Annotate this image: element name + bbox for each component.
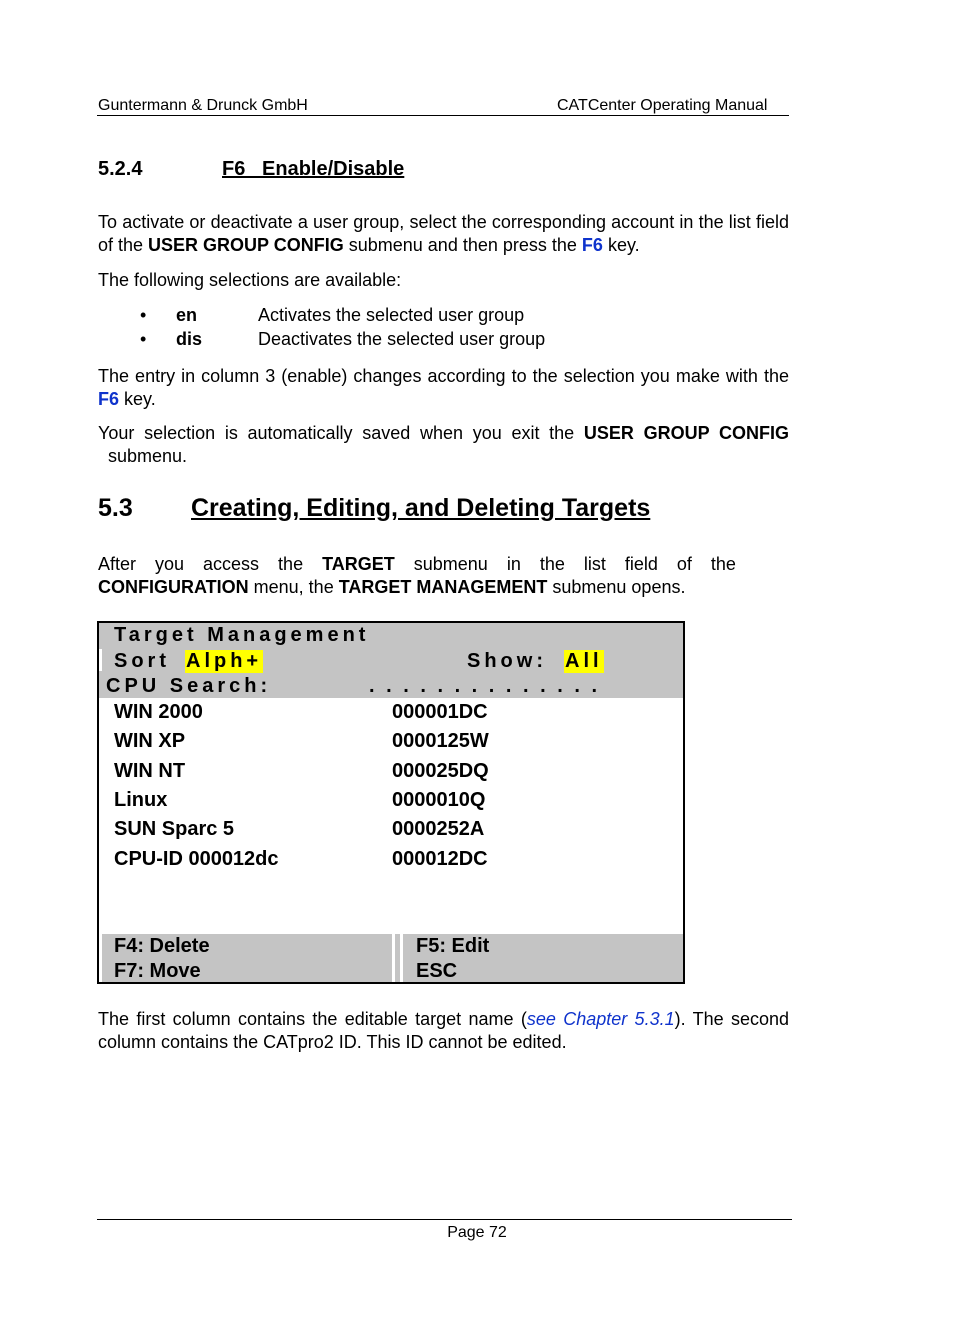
footer-rule bbox=[97, 1219, 792, 1220]
screen-title: Target Management bbox=[114, 624, 370, 646]
paragraph-autosave bbox=[98, 422, 789, 468]
header-manual-title: CATCenter Operating Manual bbox=[557, 97, 768, 114]
header-rule bbox=[97, 115, 789, 116]
show-label: Show: bbox=[467, 650, 547, 672]
text: Your selection is automatically saved when you exit the bbox=[98, 423, 584, 443]
bullet-icon: • bbox=[140, 305, 147, 325]
menu-name: USER GROUP CONFIG bbox=[148, 235, 344, 255]
text: ). The second column contains the CATpro2 ID. This ID cannot be edited. bbox=[98, 1009, 789, 1052]
show-value[interactable]: All bbox=[565, 650, 603, 672]
target-name[interactable]: Linux bbox=[114, 789, 168, 811]
target-id: 000012DC bbox=[392, 848, 488, 870]
target-name[interactable]: CPU-ID 000012dc bbox=[114, 848, 279, 870]
text: To activate or deactivate a user group, select the corresponding account in the list field of the bbox=[98, 212, 789, 255]
bullet-icon: • bbox=[140, 329, 147, 349]
key-name: F6 bbox=[581, 235, 603, 255]
text: submenu and then press the bbox=[343, 235, 582, 255]
menu-name: USER GROUP CONFIG bbox=[583, 423, 789, 443]
target-name[interactable]: SUN Sparc 5 bbox=[114, 818, 235, 840]
paragraph-target-intro-line2 bbox=[98, 576, 789, 599]
header-company: Guntermann & Drunck GmbH bbox=[98, 97, 308, 114]
sort-label: Sort bbox=[114, 650, 170, 672]
menu-name: TARGET MANAGEMENT bbox=[338, 577, 548, 597]
text: menu, the bbox=[248, 577, 339, 597]
text: submenu opens. bbox=[547, 577, 686, 597]
paragraph-activate bbox=[98, 211, 789, 257]
edit-key-hint[interactable]: F5: Edit bbox=[416, 935, 490, 957]
target-id: 0000010Q bbox=[392, 789, 486, 811]
section-title: F6 Enable/Disable bbox=[222, 158, 405, 180]
paragraph-selections: The following selections are available: bbox=[98, 270, 402, 290]
bullet-desc-dis: Deactivates the selected user group bbox=[258, 329, 546, 349]
text: The first column contains the editable target name ( bbox=[98, 1009, 527, 1029]
move-key-hint[interactable]: F7: Move bbox=[114, 960, 201, 982]
esc-key-hint[interactable]: ESC bbox=[416, 960, 458, 982]
bullet-desc-en: Activates the selected user group bbox=[258, 305, 525, 325]
keybar-divider bbox=[400, 934, 403, 982]
text: submenu in the list field of the bbox=[394, 554, 736, 574]
heading-title: Creating, Editing, and Deleting Targets bbox=[191, 494, 651, 522]
keybar-divider bbox=[392, 934, 395, 982]
paragraph-column3 bbox=[98, 365, 789, 411]
text: The entry in column 3 (enable) changes according to the selection you make with the bbox=[98, 366, 789, 386]
text: key. bbox=[119, 389, 156, 409]
cpu-search-label: CPU Search: bbox=[106, 675, 272, 697]
target-id: 0000252A bbox=[392, 818, 485, 840]
section-number: 5.2.4 bbox=[98, 158, 143, 180]
bullet-term-dis: dis bbox=[176, 329, 203, 349]
target-name[interactable]: WIN NT bbox=[114, 760, 186, 782]
target-name[interactable]: WIN 2000 bbox=[114, 701, 203, 723]
target-id: 000025DQ bbox=[392, 760, 489, 782]
paragraph-columns bbox=[98, 1008, 789, 1054]
paragraph-target-intro bbox=[98, 553, 789, 576]
key-name: F6 bbox=[98, 389, 120, 409]
chapter-link[interactable]: see Chapter 5.3.1 bbox=[526, 1009, 675, 1029]
target-management-screen bbox=[97, 621, 685, 984]
sort-value[interactable]: Alph+ bbox=[186, 650, 263, 672]
target-name[interactable]: WIN XP bbox=[114, 730, 186, 752]
bullet-term-en: en bbox=[176, 305, 198, 325]
cpu-search-input[interactable]: . . . . . . . . . . . . . . bbox=[369, 675, 601, 697]
heading-number: 5.3 bbox=[98, 494, 133, 522]
menu-name: TARGET bbox=[322, 554, 395, 574]
screen-border bbox=[99, 649, 102, 671]
text: After you access the bbox=[98, 554, 323, 574]
page-number: Page 72 bbox=[447, 1224, 507, 1241]
text: submenu. bbox=[98, 446, 188, 466]
screen-border bbox=[99, 934, 102, 982]
target-id: 000001DC bbox=[392, 701, 488, 723]
target-id: 0000125W bbox=[392, 730, 489, 752]
menu-name: CONFIGURATION bbox=[98, 577, 249, 597]
text: key. bbox=[602, 235, 640, 255]
delete-key-hint[interactable]: F4: Delete bbox=[114, 935, 210, 957]
